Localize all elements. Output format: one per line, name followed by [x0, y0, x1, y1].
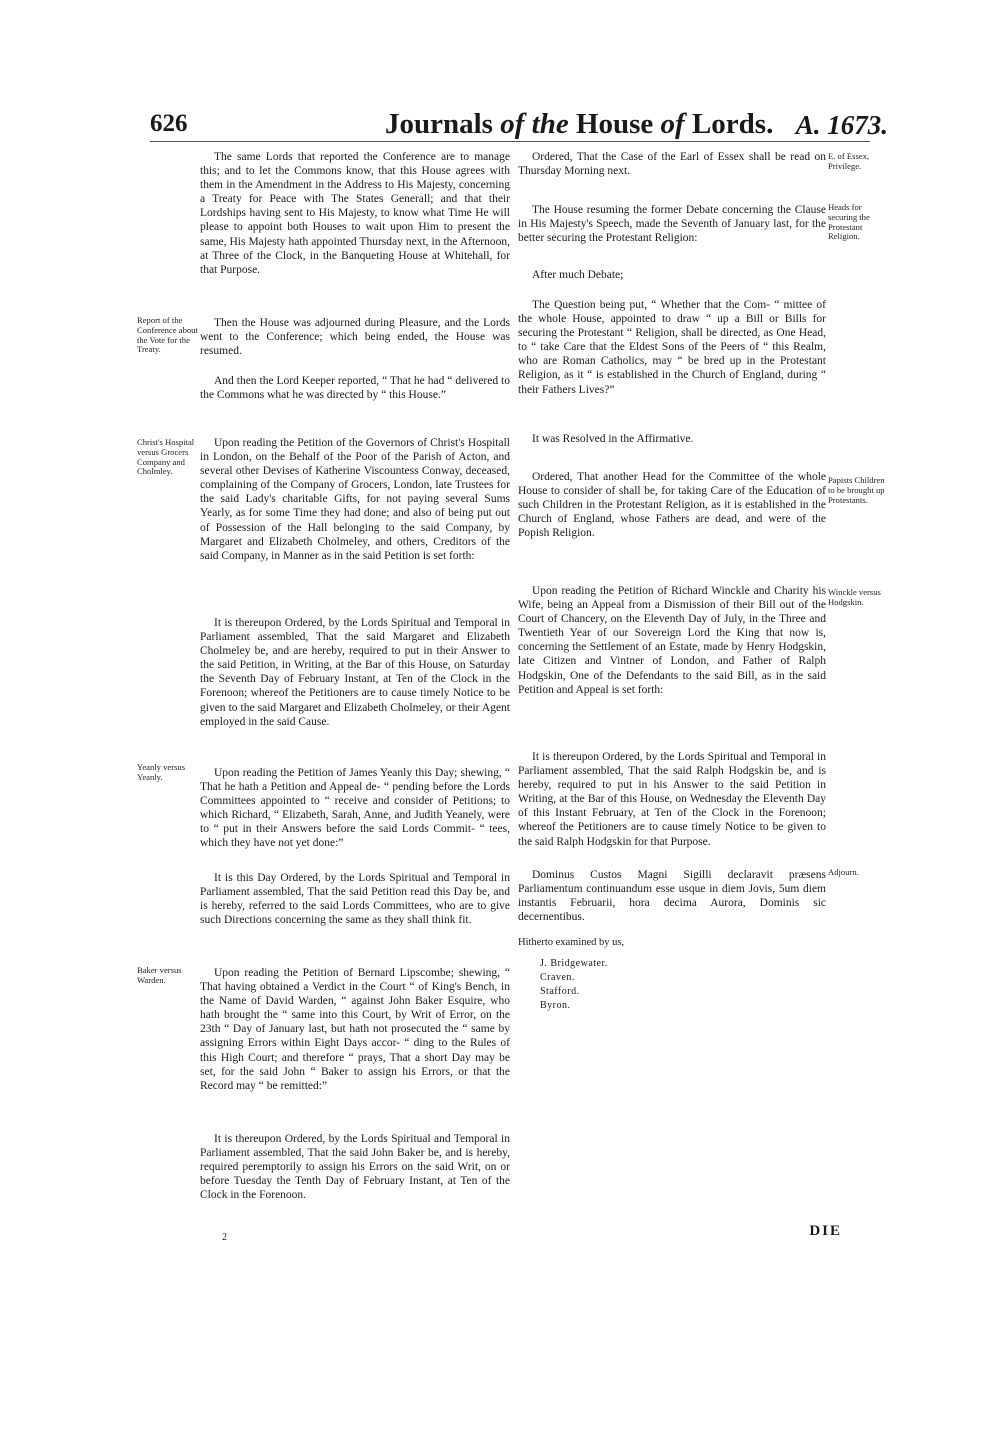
left-para-6: Upon reading the Petition of James Yeanly this Day; shewing, “ That he hath a Petition and Appeal de- “ pending before the Lords Committees appointed to “ receive and consider of Petitions; to which Richard, “ Elizabeth, Sarah, Anne, and Judith Yeanely, were to “ put in their Answers before the said Lords Commit- “ tees, which they have not yet done:”: [200, 767, 510, 850]
margin-note-baker: Baker versus Warden.: [137, 965, 182, 985]
right-para-7: Upon reading the Petition of Richard Winckle and Charity his Wife, being an Appeal from a Dismission of their Bill out of the Court of Chancery, on the Eleventh Day of July, in the Three and Twentieth Year of our Sovereign Lord the King that now is, concerning the Settlement of an Estate, made by Henry Hodgskin, late Citizen and Vintner of London, and Father of Ralph Hodgskin, One of the Defendants to the said Bill, as in the said Petition and Appeal is set forth:: [518, 585, 826, 696]
signatory-2: Craven.: [540, 972, 575, 983]
margin-note-christs-hospital: Christ's Hospital versus Grocers Company and Cholmley.: [137, 437, 195, 477]
signatory-4: Byron.: [540, 1000, 571, 1011]
margin-note-essex: E. of Essex, Privilege.: [828, 151, 870, 171]
catchword: DIE: [809, 1223, 842, 1239]
left-para-9: It is thereupon Ordered, by the Lords Spiritual and Temporal in Parliament assembled, That the said John Baker be, and is hereby, required peremptorily to assign his Errors on the said Writ, on or before Tuesday the Tenth Day of February Instant, at Ten of the Clock in the Forenoon.: [200, 1133, 510, 1202]
title-part-3: Lords.: [684, 108, 774, 140]
margin-note-adjourn: Adjourn.: [828, 867, 859, 877]
left-para-2: Then the House was adjourned during Pleasure, and the Lords went to the Conference; which being ended, the House was resumed.: [200, 317, 510, 358]
title-part-2: House: [568, 108, 661, 140]
margin-note-yeanly: Yeanly versus Yeanly.: [137, 762, 186, 782]
page-year: A. 1673.: [795, 110, 888, 140]
left-para-1: The same Lords that reported the Conference are to manage this; and to let the Commons know, that this House agrees with them in the Amendment in the Address to His Majesty, concerning a Treaty for Peace with The States Generall; and that their Lordships having sent to His Majesty, to know what Time He will please to appoint both Houses to wait upon Him to present the same, His Majesty hath appointed Thursday next, in the Afternoon, at Three of the Clock, in the Banqueting House at Whitehall, for that Purpose.: [200, 151, 510, 276]
left-para-7: It is this Day Ordered, by the Lords Spiritual and Temporal in Parliament assembled, That the said Petition read this Day be, and is hereby, referred to the said Lords Committees, who are to give such Directions concerning the same as they shall think fit.: [200, 872, 510, 927]
right-para-5: It was Resolved in the Affirmative.: [532, 433, 694, 445]
left-para-4: Upon reading the Petition of the Governors of Christ's Hospitall in London, on the Behalf of the Poor of the Parish of Acton, and several other Devises of Katherine Viscountess Conway, deceased, complaining of the Company of Grocers, London, late Trustees for the said Lady's charitable Gifts, for not paying several Sums Yearly, as for some Time they had done; and also of being put out of Possession of the Hall belonging to the said Company, by Margaret and Elizabeth Cholmeley, and others, Creditors of the said Company, in Manner as in the said Petition is set forth:: [200, 437, 510, 562]
margin-note-papists-children: Papists Children to be brought up Protestants.: [828, 475, 885, 505]
left-para-5: It is thereupon Ordered, by the Lords Spiritual and Temporal in Parliament assembled, That the said Margaret and Elizabeth Cholmeley be, and are hereby, required to put in their Answer to the said Petition, in Writing, at the Bar of this House, on Saturday the Seventh Day of February Instant, at Ten of the Clock in the Forenoon; whereof the Petitioners are to cause timely Notice to be given to the said Margaret and Elizabeth Cholmeley, or their Agent employed in the said Cause.: [200, 617, 510, 728]
title-of-the: of the: [500, 108, 569, 140]
margin-note-protestant-heads: Heads for securing the Protestant Religion.: [828, 202, 870, 242]
right-para-1: Ordered, That the Case of the Earl of Essex shall be read on Thursday Morning next.: [518, 151, 826, 178]
right-para-9: Dominus Custos Magni Sigilli declaravit præsens Parliamentum continuandum esse usque in diem Jovis, 5um diem instantis Februarii, hora decima Aurora, Dominis sic decernentibus.: [518, 869, 826, 924]
title-of: of: [660, 108, 685, 140]
signature-mark: 2: [222, 1232, 227, 1243]
title-part-1: Journals: [385, 108, 501, 140]
page-number: 626: [150, 110, 188, 137]
page-header: [150, 108, 888, 150]
right-para-6: Ordered, That another Head for the Committee of the whole House to consider of shall be, for taking Care of the Education of such Children in the Protestant Religion, as it is established in the Church of England, whose Fathers are dead, and were of the Popish Religion.: [518, 471, 826, 540]
right-para-8: It is thereupon Ordered, by the Lords Spiritual and Temporal in Parliament assembled, That the said Ralph Hodgskin be, and is hereby, required to put in his Answer to the said Petition in Writing, at the Bar of this House, on Wednesday the Eleventh Day of this Instant February, at Ten of the Clock in the Forenoon; whereof the Petitioners are to cause timely Notice to be given to the said Ralph Hodgskin for that Purpose.: [518, 751, 826, 848]
right-para-2: The House resuming the former Debate concerning the Clause in His Majesty's Speech, made the Seventh of January last, for the better securing the Protestant Religion:: [518, 204, 826, 245]
margin-note-report-conference: Report of the Conference about the Vote for the Treaty.: [137, 315, 198, 355]
margin-note-winckle: Winckle versus Hodgskin.: [828, 587, 881, 607]
examined-line: Hitherto examined by us,: [518, 937, 625, 948]
header-rule: [150, 141, 870, 142]
right-para-4: The Question being put, “ Whether that the Com- “ mittee of the whole House, appointed to draw “ up a Bill or Bills for securing the Protestant “ Religion, shall be directed, as One Head, to “ take Care that the Eldest Sons of the Peers of “ this Realm, who are Roman Catholics, may “ be bred up in the Protestant Religion, as it “ is established in the Church of England, during “ their Fathers Lives?”: [518, 299, 826, 396]
journal-title: [385, 108, 773, 141]
right-para-3: After much Debate;: [532, 269, 624, 281]
left-para-3: And then the Lord Keeper reported, “ That he had “ delivered to the Commons what he was directed by “ this House.”: [200, 375, 510, 402]
left-para-8: Upon reading the Petition of Bernard Lipscombe; shewing, “ That having obtained a Verdict in the Court “ of King's Bench, in the Name of David Warden, “ against John Baker Esquire, who hath brought the “ same into this Court, by Writ of Error, on the 23th “ Day of January last, but hath not prosecuted the “ same by assigning Errors within Eight Days accor- “ ding to the Rules of this High Court; and therefore “ prays, That a short Day may be set, for the said John “ Baker to assign his Errors, or that the Record may “ be remitted:”: [200, 967, 510, 1092]
signatory-1: J. Bridgewater.: [540, 958, 608, 969]
signatory-3: Stafford.: [540, 986, 580, 997]
